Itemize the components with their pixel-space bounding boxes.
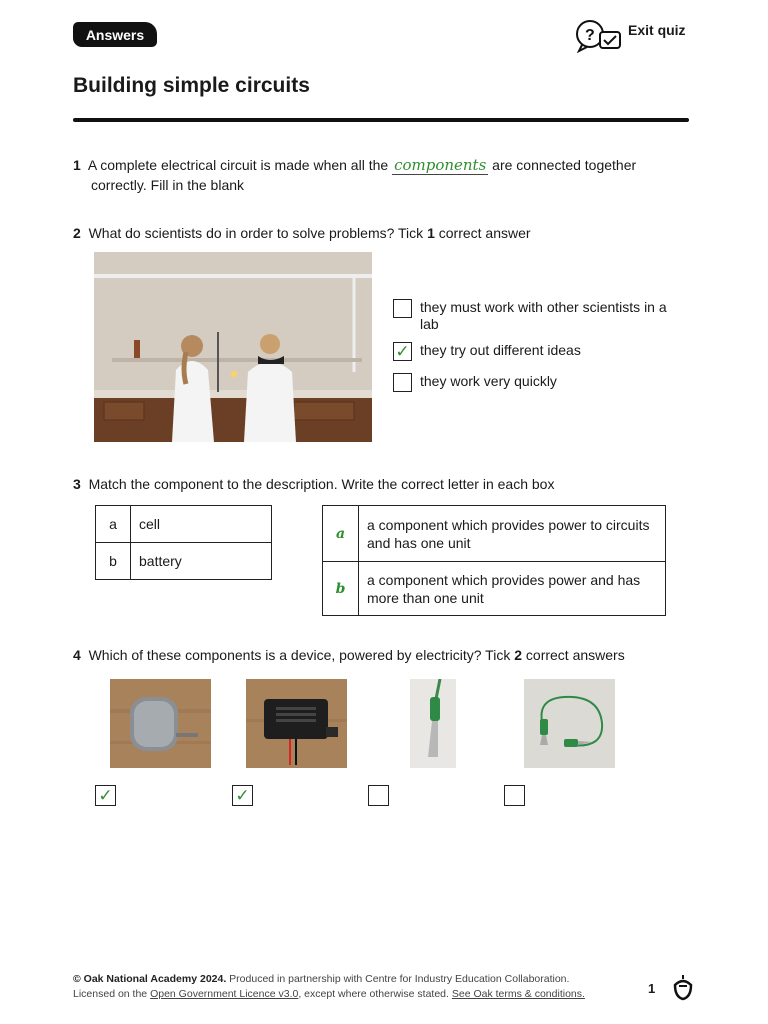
licence-text: , except where otherwise stated. — [298, 988, 449, 1000]
option-text: they must work with other scientists in a lab — [420, 299, 667, 332]
q2-options — [393, 299, 689, 392]
answer-box[interactable]: a — [323, 506, 359, 562]
tick-box[interactable] — [368, 785, 389, 806]
table-row — [96, 506, 272, 543]
question-text: correct answers — [525, 647, 625, 663]
answer-count: 1 — [427, 225, 435, 241]
question-number: 3 — [73, 476, 81, 492]
footer — [73, 972, 633, 1002]
scientists-lab-photo — [94, 252, 372, 442]
question-number: 1 — [73, 157, 81, 173]
question-text: Match the component to the description. Write the correct letter in each box — [88, 476, 555, 492]
option-row[interactable] — [393, 373, 689, 392]
terms-link[interactable]: See Oak terms & conditions. — [451, 988, 585, 1000]
question-3 — [73, 475, 693, 494]
option-text: they try out different ideas — [420, 342, 581, 358]
tick-box[interactable] — [393, 299, 412, 318]
row-letter: a — [96, 506, 131, 543]
tick-box[interactable] — [393, 373, 412, 392]
crocodile-lead-photo — [524, 679, 615, 768]
row-description: a component which provides power to circuits and has one unit — [359, 506, 666, 562]
table-row — [323, 506, 666, 562]
exit-quiz-label: Exit quiz — [628, 22, 686, 38]
row-term: cell — [131, 506, 272, 543]
oak-acorn-logo-icon — [672, 973, 694, 1001]
question-text: are connected together — [492, 157, 637, 173]
crocodile-clip-photo — [410, 679, 456, 768]
component-table — [95, 505, 272, 580]
page-number: 1 — [648, 981, 656, 996]
answers-badge: Answers — [73, 22, 157, 47]
question-1-line2: correctly. Fill in the blank — [91, 177, 245, 193]
question-1 — [73, 156, 693, 175]
question-text: Which of these components is a device, powered by electricity? Tick — [88, 647, 511, 663]
check-mark-icon: ✓ — [235, 786, 250, 805]
exit-quiz-header — [574, 18, 686, 54]
question-text: What do scientists do in order to solve problems? Tick — [88, 225, 424, 241]
page-title: Building simple circuits — [73, 74, 310, 97]
question-text: correct answer — [438, 225, 531, 241]
check-mark-icon: ✓ — [395, 342, 410, 361]
tick-box[interactable] — [504, 785, 525, 806]
blank-answer: components — [394, 156, 487, 174]
question-number: 4 — [73, 647, 81, 663]
question-4 — [73, 646, 713, 665]
answer-count: 2 — [514, 647, 523, 663]
check-mark-icon: ✓ — [98, 786, 113, 805]
option-text: they work very quickly — [420, 373, 557, 389]
quiz-speech-icon — [574, 18, 622, 54]
tick-box[interactable] — [95, 785, 116, 806]
licence-link[interactable]: Open Government Licence v3.0 — [150, 988, 299, 1000]
title-divider — [73, 118, 689, 122]
licence-text: Licensed on the — [73, 988, 148, 1000]
row-letter: b — [96, 543, 131, 580]
question-text: A complete electrical circuit is made when all the — [87, 157, 389, 173]
description-table — [322, 505, 666, 616]
buzzer-photo — [246, 679, 347, 768]
produced-note: Produced in partnership with Centre for Industry Education Collaboration. — [229, 973, 570, 985]
question-number: 2 — [73, 225, 81, 241]
copyright: © Oak National Academy 2024. — [73, 973, 227, 985]
option-row[interactable] — [393, 342, 689, 361]
table-row — [323, 562, 666, 616]
table-row — [96, 543, 272, 580]
row-description: a component which provides power and has more than one unit — [359, 562, 666, 616]
motor-photo — [110, 679, 211, 768]
option-row[interactable] — [393, 299, 689, 333]
question-2 — [73, 224, 693, 243]
tick-box[interactable] — [393, 342, 412, 361]
svg-text:?: ? — [585, 27, 595, 44]
answer-box[interactable]: b — [323, 562, 359, 616]
row-term: battery — [131, 543, 272, 580]
tick-box[interactable] — [232, 785, 253, 806]
